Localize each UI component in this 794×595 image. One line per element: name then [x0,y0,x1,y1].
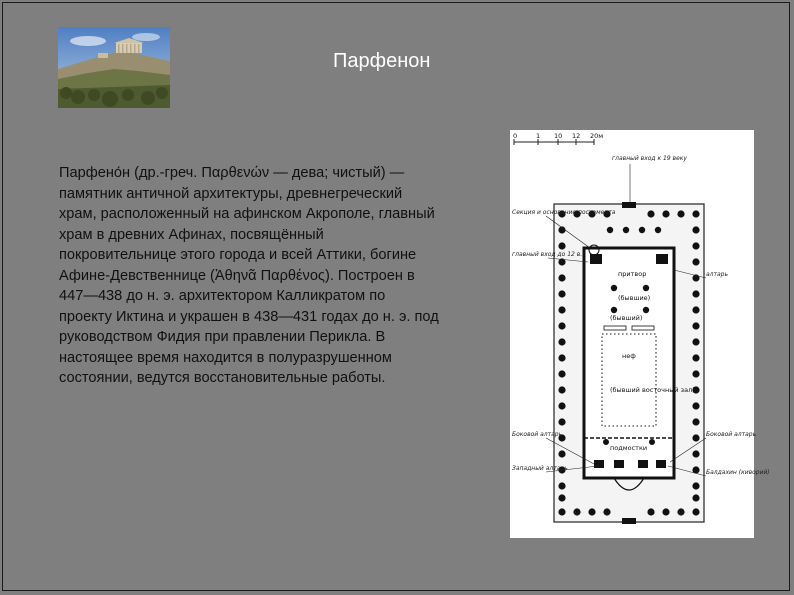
parthenon-floor-plan [510,130,770,538]
description-paragraph: Парфено́н (др.-греч. Παρθενών — дева; чистый) — памятник античной архитектуры, древнегреческий храм, расположенный на афинском Акрополе, главный храм в древних Афинах, посвящённый покровительнице этого города и всей Аттики, богине Афине-Девственнице (Ἀθηνᾶ Παρθένος). Построен в 447—438 до н. э. архитектором Калликратом по проекту Иктина и украшен в 438—431 годах до н. э. под руководством Фидия при правлении Перикла. В настоящее время находится в полуразрушенном состоянии, ведутся восстановительные работы. [59,165,439,386]
label-west-altar: Западный алтарь [512,465,568,472]
label-opisthodomos: подмостки [610,444,648,452]
label-north-portico: Боковой алтарь [706,431,757,438]
label-baptistery: (бывший) [610,314,643,322]
label-baldachin: Балдахин (киворий) [706,469,770,476]
scale-tick-1: 1 [536,132,541,140]
label-statue-base: Секция и основание постамента [512,209,616,216]
slide-title: Парфенон [333,50,431,72]
scale-bar [513,132,603,145]
label-chapel: алтарь [706,271,729,278]
scale-tick-0: 0 [513,132,518,140]
scale-tick-4: 20м [590,132,604,140]
scale-tick-2: 10 [554,132,563,140]
label-columns: (бывшие) [618,294,651,302]
label-main-entrance: главный вход до 12 в. [512,251,583,258]
scale-tick-3: 12 [572,132,581,140]
label-side-altar: Боковой алтарь [512,431,563,438]
acropolis-photo [58,27,170,108]
label-former-east-hall: (бывший восточный зал) [610,386,695,394]
label-east-entrance: главный вход к 19 веку [612,155,687,162]
label-pronaos: притвор [618,270,647,278]
label-naos: неф [622,352,636,360]
